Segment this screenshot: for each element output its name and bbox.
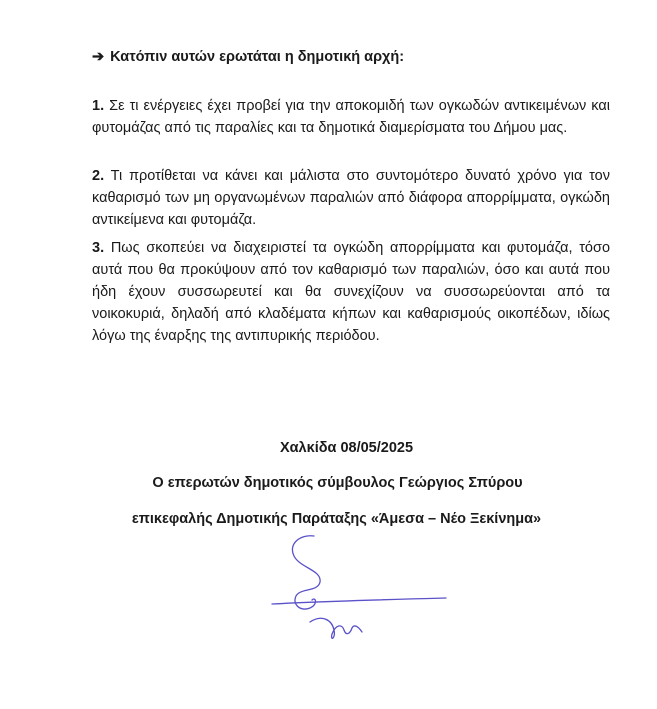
question-text: Τι προτίθεται να κάνει και μάλιστα στο συντομότερο δυνατό χρόνο για τον καθαρισμό των μη οργανωμένων παραλιών από διάφορα απορρίμματα, ογκώδη αντικείμενα και φυτομάζα. [92,168,610,228]
question-number: 3. [92,240,105,256]
heading-text: Κατόπιν αυτών ερωτάται η δημοτική αρχή: [110,49,405,65]
questions-heading [92,49,404,65]
question-text: Σε τι ενέργειες έχει προβεί για την αποκομιδή των ογκωδών αντικειμένων και φυτομάζας από τις παραλίες και τα δημοτικά διαμερίσματα του Δήμου μας. [92,98,610,136]
signature-stroke [272,536,446,639]
author-role: επικεφαλής Δημοτικής Παράταξης «Άμεσα – Νέο Ξεκίνημα» [131,511,542,527]
handwritten-signature [270,530,450,650]
question-item [92,95,610,139]
author-line: Ο επερωτών δημοτικός σύμβουλος Γεώργιος Σπύρου [152,475,523,491]
place-date: Χαλκίδα 08/05/2025 [279,440,414,456]
question-text: Πως σκοπεύει να διαχειριστεί τα ογκώδη απορρίμματα και φυτομάζα, τόσο αυτά που θα προκύψουν από τον καθαρισμό των παραλιών, όσο και αυτά που ήδη έχουν συσσωρευτεί και θα συνεχίζουν να συσσωρεύονται από τα νοικοκυριά, δηλαδή από κλαδέματα κήπων και καθαρισμούς οικοπέδων, ιδίως λόγω της έναρξης της αντιπυρικής περιόδου. [92,240,611,344]
question-number: 2. [92,168,105,184]
question-item [92,165,610,231]
question-number: 1. [92,98,105,114]
arrow-icon: ➔ [92,49,105,65]
question-item [92,237,610,347]
